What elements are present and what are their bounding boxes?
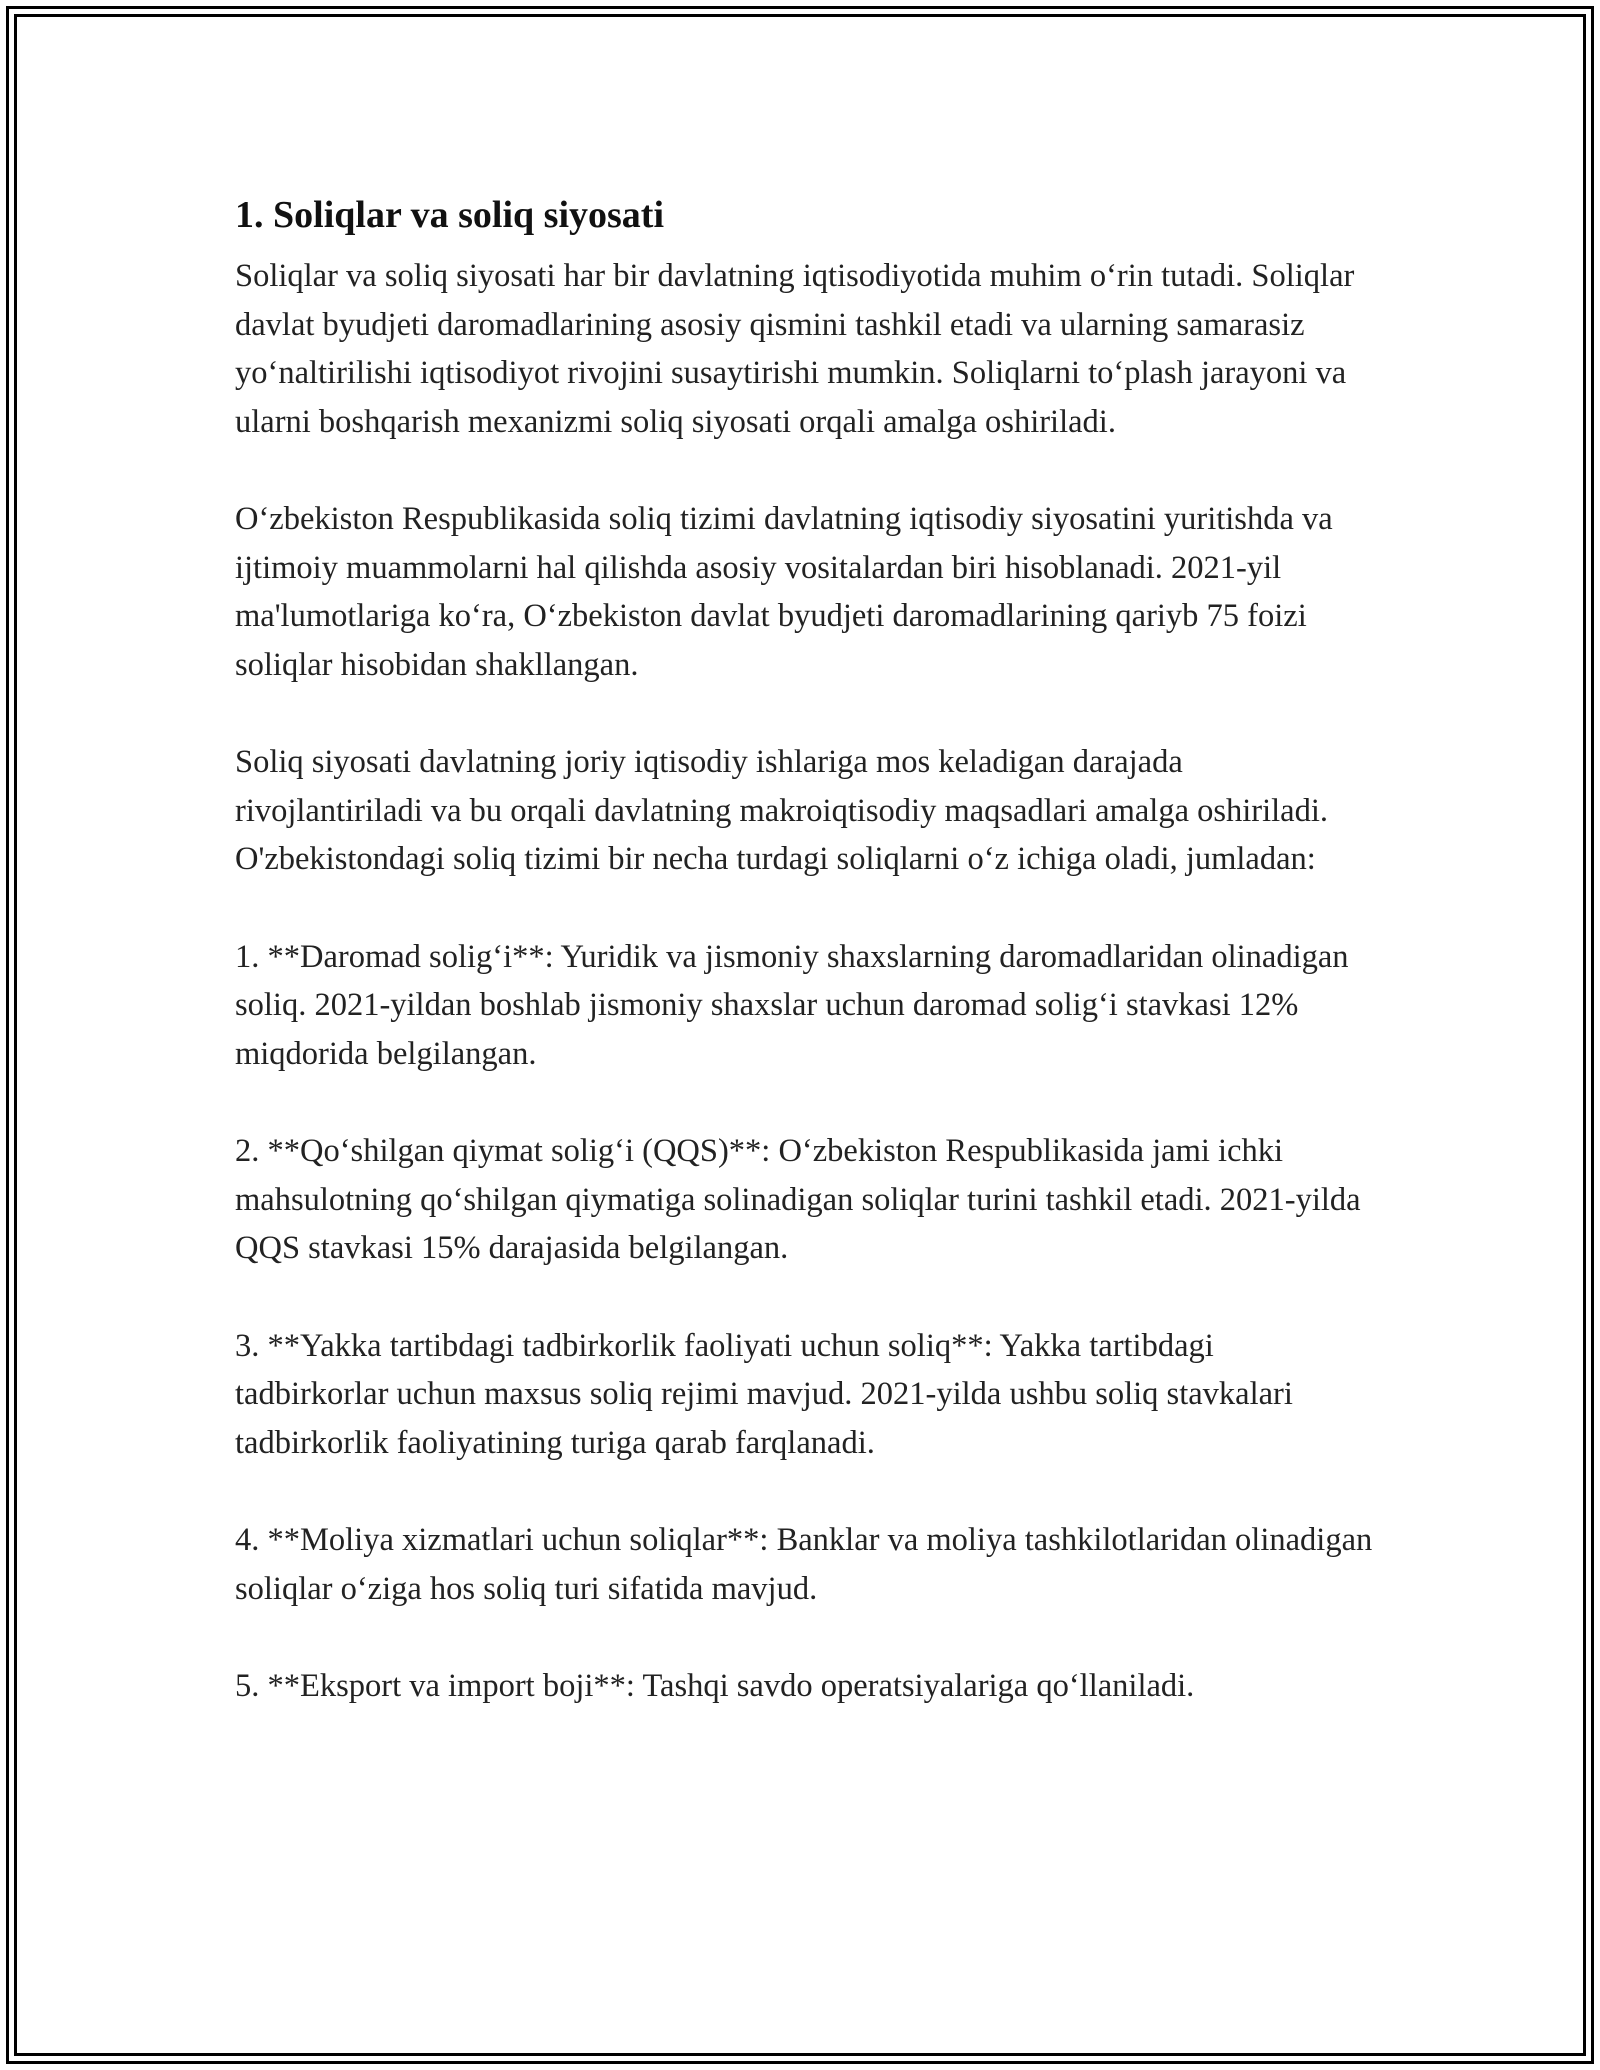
list-item-financial-services-tax: 4. **Moliya xizmatlari uchun soliqlar**: Banklar va moliya tashkilotlaridan olinadigan soliqlar o‘ziga hos soliq turi sifatida mavjud. — [235, 1522, 1373, 1607]
list-item-export-import-duty: 5. **Eksport va import boji**: Tashqi savdo operatsiyalariga qo‘llaniladi. — [235, 1668, 1195, 1704]
document-body — [235, 186, 1375, 1711]
paragraph-uzbekistan-tax-system: O‘zbekiston Respublikasida soliq tizimi davlatning iqtisodiy siyosatini yuritishda va ijtimoiy muammolarni hal qilishda asosiy vositalardan biri hisoblanadi. 2021-yil ma'lumotlariga ko‘ra, O‘zbekiston davlat byudjeti daromadlarining qariyb 75 foizi soliqlar hisobidan shakllangan. — [235, 501, 1333, 683]
list-item-vat: 2. **Qo‘shilgan qiymat solig‘i (QQS)**: O‘zbekiston Respublikasida jami ichki mahsulotning qo‘shilgan qiymatiga solinadigan soliqlar turini tashkil etadi. 2021-yilda QQS stavkasi 15% darajasida belgilangan. — [235, 1133, 1361, 1266]
paragraph-tax-policy: Soliq siyosati davlatning joriy iqtisodiy ishlariga mos keladigan darajada rivojlantiriladi va bu orqali davlatning makroiqtisodiy maqsadlari amalga oshiriladi. O'zbekistondagi soliq tizimi bir necha turdagi soliqlarni o‘z ichiga oladi, jumladan: — [235, 744, 1329, 877]
section-heading: 1. Soliqlar va soliq siyosati — [235, 194, 665, 236]
list-item-entrepreneur-tax: 3. **Yakka tartibdagi tadbirkorlik faoliyati uchun soliq**: Yakka tartibdagi tadbirkorlar uchun maxsus soliq rejimi mavjud. 2021-yilda ushbu soliq stavkalari tadbirkorlik faoliyatining turiga qarab farqlanadi. — [235, 1327, 1293, 1461]
paragraph-intro: Soliqlar va soliq siyosati har bir davlatning iqtisodiyotida muhim o‘rin tutadi. Soliqlar davlat byudjeti daromadlarining asosiy qismini tashkil etadi va ularning samarasiz yo‘naltirilishi iqtisodiyot rivojini susaytirishi mumkin. Soliqlarni to‘plash jarayoni va ularni boshqarish mexanizmi soliq siyosati orqali amalga oshiriladi. — [235, 258, 1355, 440]
list-item-income-tax: 1. **Daromad solig‘i**: Yuridik va jismoniy shaxslarning daromadlaridan olinadigan soliq. 2021-yildan boshlab jismoniy shaxslar uchun daromad solig‘i stavkasi 12% miqdorida belgilangan. — [235, 938, 1349, 1072]
